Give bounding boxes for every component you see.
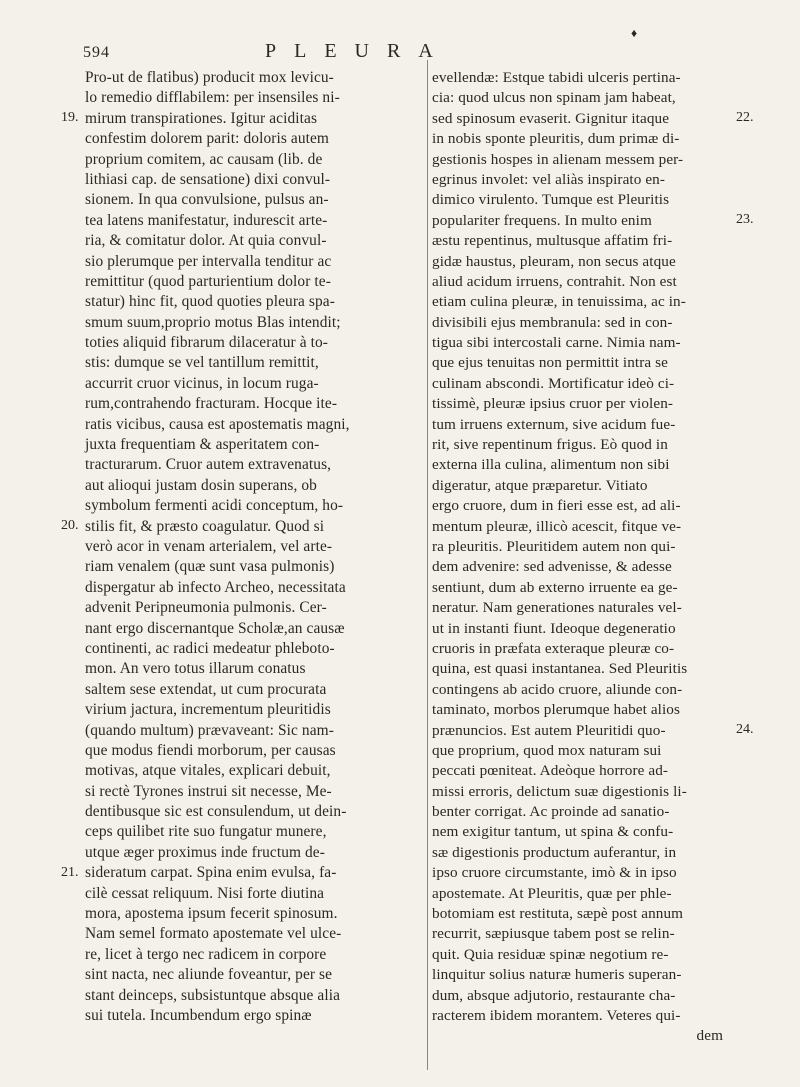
margin-note: 24. — [736, 721, 754, 737]
text-line: advenit Peripneumonia pulmonis. Cer- — [85, 599, 327, 617]
text-line: mora, apostema ipsum fecerit spinosum. — [85, 905, 338, 923]
text-line: divisibili ejus membranula: sed in con- — [432, 313, 673, 331]
text-line: apostemate. At Pleuritis, quæ per phle- — [432, 884, 672, 902]
text-line: racterem ibidem morantem. Veteres qui- — [432, 1006, 681, 1024]
text-line: gestionis hospes in alienam messem per- — [432, 150, 684, 168]
text-line: dem advenire: sed advenisse, & adesse — [432, 558, 672, 576]
text-line: ergo cruore, dum in fieri esse est, ad ali- — [432, 497, 681, 515]
text-line: digeratur, atque præparetur. Vitiato — [432, 476, 648, 494]
text-line: motivas, atque vitales, explicari debuit, — [85, 762, 331, 780]
text-line: aut alioqui justam dosin superans, ob — [85, 476, 317, 494]
text-line: rit, sive repentinum frigus. Eò quod in — [432, 436, 668, 454]
text-line: lo remedio difflabilem: per insensiles ni- — [85, 89, 340, 107]
margin-note: 23. — [736, 211, 754, 227]
text-line: ceps quilibet rite suo fungatur munere, — [85, 823, 327, 841]
text-line: missi erroris, delictum suæ digestionis li- — [432, 782, 687, 800]
text-line: nem exigitur tantum, ut spina & confu- — [432, 823, 674, 841]
left-text-column — [85, 68, 422, 1026]
text-line: gidæ haustus, pleuram, non secus atque — [432, 252, 676, 270]
running-title: PLEURA — [265, 40, 451, 62]
text-line: neratur. Nam generationes naturales vel- — [432, 599, 682, 617]
text-line: utque æger proximus inde fructum de- — [85, 843, 325, 861]
margin-note: 21. — [61, 864, 79, 880]
text-line: dum, absque adjutorio, restaurante cha- — [432, 986, 676, 1004]
column-divider — [427, 60, 428, 1070]
text-line: tissimè, pleuræ ipsius cruor per violen- — [432, 395, 674, 413]
text-line: quina, est quasi instantanea. Sed Pleuritis — [432, 660, 688, 678]
text-line: virium jactura, incrementum pleuritidis — [85, 701, 331, 719]
text-line: sæ digestionis productum auferantur, in — [432, 843, 677, 861]
text-line: dentibusque sic est consulendum, ut dein- — [85, 803, 347, 821]
text-line: dimico virulento. Tumque est Pleuritis — [432, 191, 670, 209]
catchword: dem — [696, 1027, 723, 1045]
text-line: culinam abscondi. Mortificatur ideò ci- — [432, 374, 675, 392]
text-line: ria, & comitatur dolor. At quia convul- — [85, 232, 327, 250]
text-line: statur) hinc fit, quod quoties pleura spa- — [85, 293, 335, 311]
text-line: sionem. In qua convulsione, pulsus an- — [85, 191, 329, 209]
text-line: peccati pœniteat. Adeòque horrore ad- — [432, 762, 669, 780]
text-line: mon. An vero totus illarum conatus — [85, 660, 306, 678]
text-line: contingens ab acido cruore, aliunde con- — [432, 680, 683, 698]
text-line: confestim dolorem parit: doloris autem — [85, 130, 330, 148]
text-line: tum irruens externum, sive acidum fue- — [432, 415, 676, 433]
text-line: sint nacta, nec aliunde foveantur, per se — [85, 966, 333, 984]
text-line: populariter frequens. In multo enim — [432, 211, 652, 229]
page-number: 594 — [83, 44, 110, 61]
text-line: egrinus involet: vel aliàs inspirato en- — [432, 170, 666, 188]
text-line: in nobis sponte pleuritis, dum primæ di- — [432, 130, 680, 148]
text-line: (quando multum) prævaveant: Sic nam- — [85, 721, 334, 739]
text-line: ratis vicibus, causa est apostematis magni, — [85, 415, 350, 433]
text-line: accurrit cruor vicinus, in locum ruga- — [85, 374, 319, 392]
text-line: benter corrigat. Ac proinde ad sanatio- — [432, 803, 670, 821]
text-line: sio plerumque per intervalla tenditur ac — [85, 252, 332, 270]
text-line: juxta frequentiam & asperitatem con- — [85, 436, 320, 454]
text-line: re, licet à tergo nec radicem in corpore — [85, 945, 327, 963]
text-line: evellendæ: Estque tabidi ulceris pertina- — [432, 69, 681, 86]
text-line: ra pleuritis. Pleuritidem autem non qui- — [432, 537, 676, 555]
text-line: sideratum carpat. Spina enim evulsa, fa- — [85, 864, 337, 882]
text-line: riam venalem (quæ sunt vasa pulmonis) — [85, 558, 335, 576]
margin-note: 19. — [61, 109, 79, 125]
text-line: stant deinceps, subsistuntque absque alia — [85, 986, 341, 1004]
text-line: toties aliquid fibrarum dilaceratur à to- — [85, 334, 328, 352]
text-line: prænuncios. Est autem Pleuritidi quo- — [432, 721, 666, 739]
text-line: externa illa culina, alimentum non sibi — [432, 456, 670, 474]
text-line: symbolum fermenti acidi conceptum, ho- — [85, 497, 344, 515]
text-line: tea latens manifestatur, indurescit arte- — [85, 211, 328, 229]
text-line: Pro-ut de flatibus) producit mox levicu- — [85, 69, 334, 86]
text-line: sui tutela. Incumbendum ergo spinæ — [85, 1006, 312, 1024]
text-line: continenti, ac radici medeatur phleboto- — [85, 639, 335, 657]
text-line: que modus fiendi morborum, per causas — [85, 741, 336, 759]
text-line: si rectè Tyrones instrui sit necesse, Me- — [85, 782, 332, 800]
margin-note: 20. — [61, 517, 79, 533]
text-line: sed spinosum evaserit. Gignitur itaque — [432, 109, 670, 127]
text-line: Nam semel formato apostemate vel ulce- — [85, 925, 342, 943]
margin-note: 22. — [736, 109, 754, 125]
text-line: lithiasi cap. de sensatione) dixi convul- — [85, 170, 331, 188]
text-line: remittitur (quod parturientium dolor te- — [85, 272, 331, 290]
text-line: sentiunt, dum ab externo irruente ea ge- — [432, 578, 678, 596]
text-line: dispergatur ab infecto Archeo, necessitata — [85, 578, 346, 596]
text-line: tracturarum. Cruor autem extravenatus, — [85, 456, 332, 474]
text-line: mentum pleuræ, illicò acescit, fitque ve- — [432, 517, 682, 535]
text-line: smum suum,proprio motus Blas intendit; — [85, 313, 341, 331]
text-line: proprium comitem, ac causam (lib. de — [85, 150, 323, 168]
text-line: saltem sese extendat, ut cum procurata — [85, 680, 327, 698]
text-line: ut in instanti fiunt. Ideoque degeneratio — [432, 619, 676, 637]
right-text-column — [432, 68, 729, 1047]
text-line: stilis fit, & præsto coagulatur. Quod si — [85, 517, 325, 535]
text-line: taminato, morbos plerumque habet alios — [432, 701, 681, 719]
text-line: etiam culina pleuræ, in tenuissima, ac in- — [432, 293, 686, 311]
text-line: ipso cruore circumstante, imò & in ipso — [432, 864, 677, 882]
text-line: mirum transpirationes. Igitur aciditas — [85, 109, 318, 127]
text-line: botomiam est restituta, sæpè post annum — [432, 905, 684, 923]
text-line: stis: dumque se vel tantillum remittit, — [85, 354, 319, 372]
text-line: cruoris in præfata exteraque pleuræ co- — [432, 639, 675, 657]
text-line: cia: quod ulcus non spinam jam habeat, — [432, 89, 676, 107]
text-line: verò acor in venam arterialem, vel arte- — [85, 537, 333, 555]
text-line: tigua sibi intercostali carne. Nimia nam- — [432, 334, 681, 352]
text-line: que ejus tenuitas non permittit intra se — [432, 354, 668, 372]
text-line: que proprium, quod mox naturam sui — [432, 741, 662, 759]
text-line: nant ergo discernantque Scholæ,an causæ — [85, 619, 345, 637]
text-line: cilè cessat reliquum. Nisi forte diutina — [85, 884, 325, 902]
ornament-icon: ♦ — [631, 26, 638, 40]
text-line: quit. Quia residuæ spinæ negotium re- — [432, 945, 669, 963]
text-line: linquitur solius naturæ humeris superan- — [432, 966, 682, 984]
text-line: recurrit, sæpiusque tabem post se relin- — [432, 925, 675, 943]
text-line: æstu repentinus, multusque affatim fri- — [432, 232, 673, 250]
text-line: rum,contrahendo fracturam. Hocque ite- — [85, 395, 338, 413]
text-line: aliud acidum irruens, contrahit. Non est — [432, 272, 677, 290]
